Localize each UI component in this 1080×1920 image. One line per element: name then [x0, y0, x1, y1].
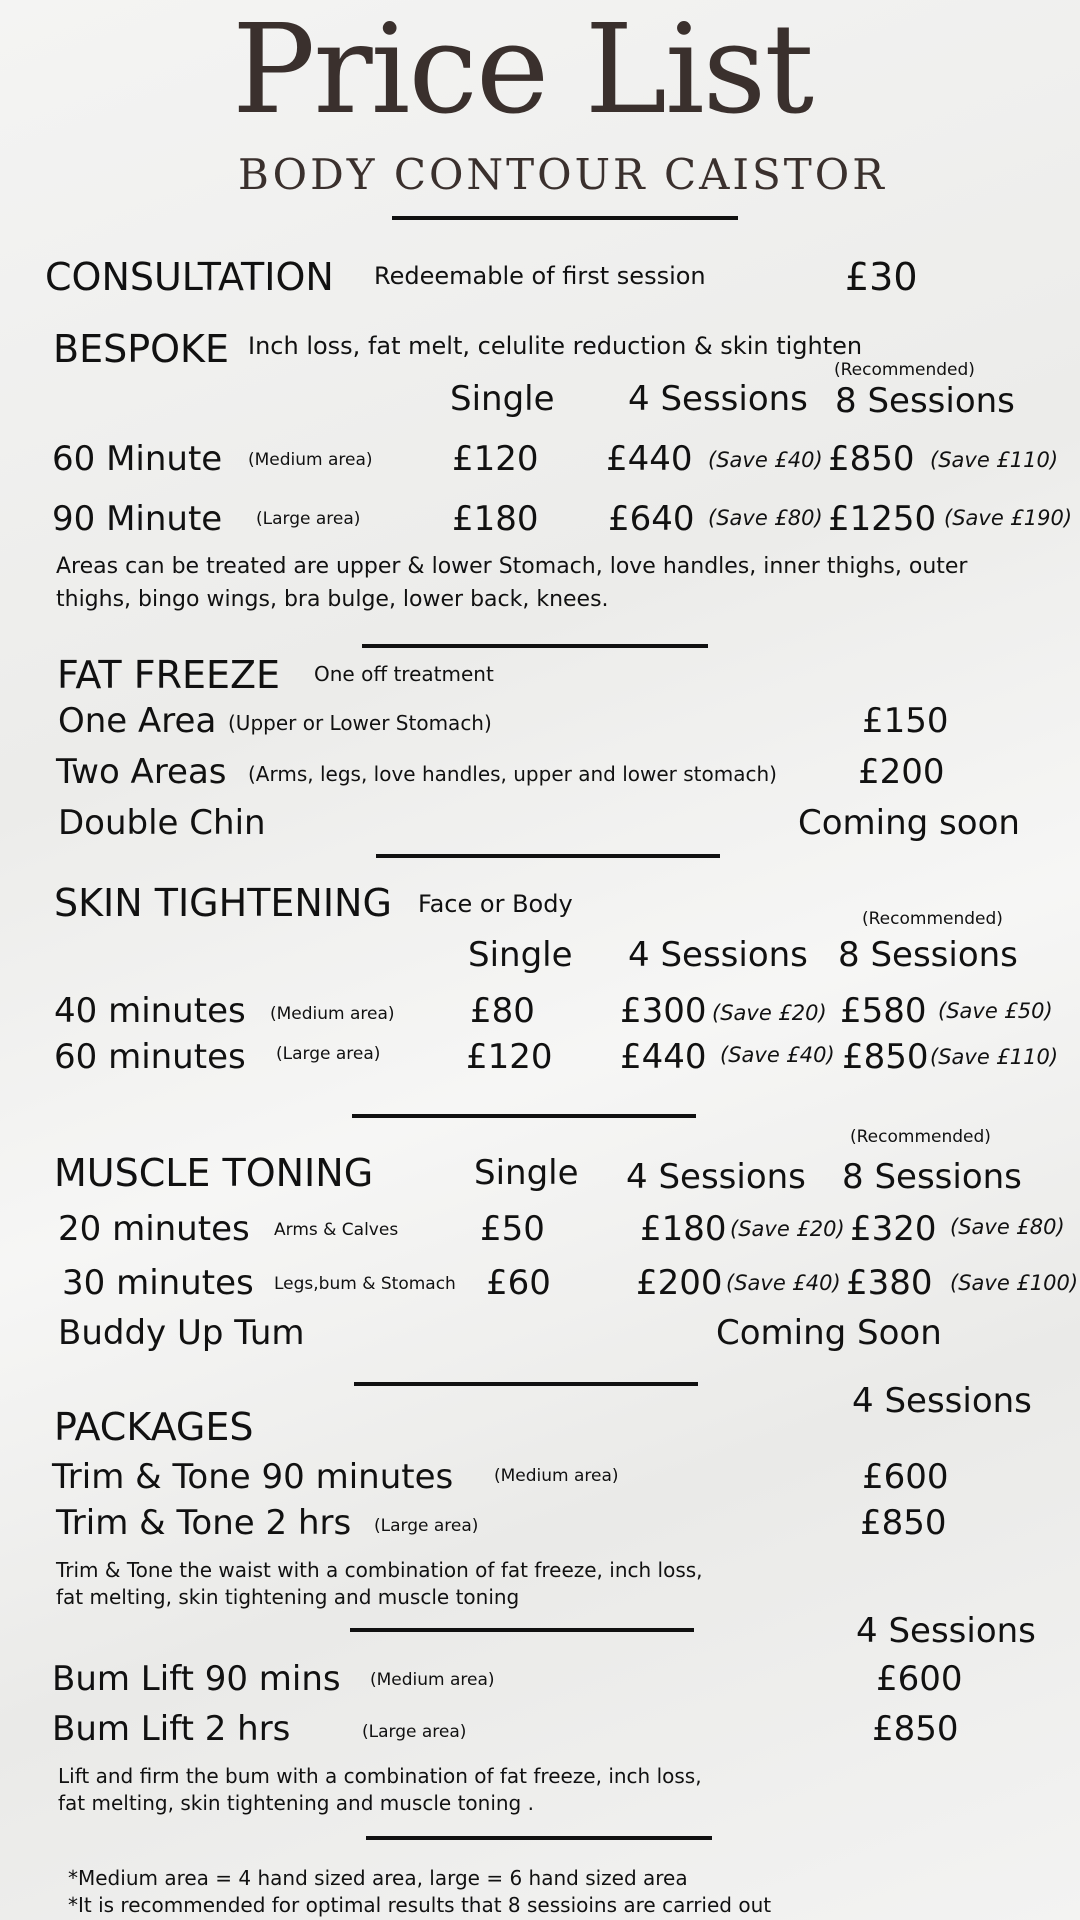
- bespoke-row-eight: £1250: [828, 499, 937, 539]
- skin-tightening-row-four-save: (Save £40): [720, 1043, 835, 1067]
- packages-title: PACKAGES: [54, 1405, 254, 1449]
- page-title: Price List: [232, 0, 813, 142]
- divider: [362, 644, 708, 648]
- consultation-desc: Redeemable of first session: [374, 262, 706, 290]
- divider: [354, 1382, 698, 1386]
- skin-tightening-col-4: 4 Sessions: [628, 935, 808, 975]
- packages-col-4: 4 Sessions: [856, 1611, 1036, 1651]
- bespoke-row-label: 90 Minute: [52, 499, 223, 539]
- bespoke-recommended: (Recommended): [834, 360, 975, 380]
- muscle-toning-row-eight: £320: [850, 1209, 937, 1249]
- packages-bum-note: fat melting, skin tightening and muscle toning .: [58, 1791, 534, 1815]
- bespoke-row-eight: £850: [828, 439, 915, 479]
- fat-freeze-title: FAT FREEZE: [57, 653, 281, 697]
- fat-freeze-row-label: Double Chin: [58, 803, 266, 843]
- packages-bum-area: (Large area): [362, 1722, 467, 1742]
- bespoke-row-eight-save: (Save £110): [930, 448, 1059, 472]
- skin-tightening-row-four: £440: [620, 1037, 707, 1077]
- muscle-toning-col-4: 4 Sessions: [626, 1157, 806, 1197]
- packages-trim-label: Trim & Tone 90 minutes: [52, 1457, 454, 1497]
- consultation-title: CONSULTATION: [45, 255, 334, 299]
- fat-freeze-row-area: (Upper or Lower Stomach): [228, 711, 492, 735]
- packages-trim-note: Trim & Tone the waist with a combination of fat freeze, inch loss,: [56, 1558, 703, 1582]
- bespoke-note: thighs, bingo wings, bra bulge, lower back, knees.: [56, 587, 609, 612]
- muscle-toning-col-8: 8 Sessions: [842, 1157, 1022, 1197]
- packages-trim-label: Trim & Tone 2 hrs: [56, 1503, 352, 1543]
- bespoke-row-label: 60 Minute: [52, 439, 223, 479]
- packages-bum-note: Lift and firm the bum with a combination of fat freeze, inch loss,: [58, 1764, 702, 1788]
- skin-tightening-col-8: 8 Sessions: [838, 935, 1018, 975]
- skin-tightening-row-eight-save: (Save £50): [938, 999, 1053, 1023]
- divider: [376, 854, 720, 858]
- muscle-toning-row-area: Legs,bum & Stomach: [274, 1274, 456, 1294]
- divider: [366, 1836, 712, 1840]
- muscle-toning-row-label: 20 minutes: [58, 1209, 250, 1249]
- fat-freeze-row-label: One Area: [58, 701, 217, 741]
- fat-freeze-row-price: £200: [858, 752, 945, 792]
- fat-freeze-row-price: £150: [862, 701, 949, 741]
- bespoke-col-single: Single: [450, 379, 555, 419]
- skin-tightening-row-area: (Medium area): [270, 1004, 395, 1024]
- fat-freeze-row-label: Two Areas: [56, 752, 227, 792]
- bespoke-row-single: £180: [452, 499, 539, 539]
- muscle-toning-row-label: 30 minutes: [62, 1263, 254, 1303]
- muscle-toning-title: MUSCLE TONING: [54, 1151, 374, 1195]
- muscle-toning-row-four: £200: [636, 1263, 723, 1303]
- footer-note: *Medium area = 4 hand sized area, large = 6 hand sized area: [68, 1866, 688, 1890]
- bespoke-row-eight-save: (Save £190): [944, 506, 1073, 530]
- skin-tightening-row-four: £300: [620, 991, 707, 1031]
- bespoke-title: BESPOKE: [53, 327, 229, 371]
- skin-tightening-row-label: 40 minutes: [54, 991, 246, 1031]
- muscle-toning-row-single: £60: [486, 1263, 551, 1303]
- muscle-toning-row-area: Arms & Calves: [274, 1220, 399, 1240]
- packages-trim-area: (Medium area): [494, 1466, 619, 1486]
- packages-trim-area: (Large area): [374, 1516, 479, 1536]
- bespoke-row-area: (Large area): [256, 509, 361, 529]
- packages-col-4: 4 Sessions: [852, 1381, 1032, 1421]
- muscle-toning-buddy-price: Coming Soon: [716, 1313, 942, 1353]
- muscle-toning-row-four-save: (Save £40): [726, 1271, 841, 1295]
- skin-tightening-row-eight-save: (Save £110): [930, 1045, 1059, 1069]
- muscle-toning-row-four: £180: [640, 1209, 727, 1249]
- fat-freeze-row-price: Coming soon: [798, 803, 1020, 843]
- muscle-toning-row-four-save: (Save £20): [730, 1217, 845, 1241]
- bespoke-row-area: (Medium area): [248, 450, 373, 470]
- skin-tightening-row-four-save: (Save £20): [712, 1001, 827, 1025]
- skin-tightening-title: SKIN TIGHTENING: [54, 881, 392, 925]
- bespoke-col-8: 8 Sessions: [835, 381, 1015, 421]
- bespoke-desc: Inch loss, fat melt, celulite reduction & skin tighten: [248, 332, 863, 360]
- page-subtitle: BODY CONTOUR CAISTOR: [238, 150, 887, 199]
- packages-trim-note: fat melting, skin tightening and muscle toning: [56, 1585, 520, 1609]
- bespoke-row-four-save: (Save £80): [708, 506, 823, 530]
- muscle-toning-row-eight: £380: [846, 1263, 933, 1303]
- packages-bum-label: Bum Lift 2 hrs: [52, 1709, 291, 1749]
- muscle-toning-row-eight-save: (Save £80): [950, 1215, 1065, 1239]
- packages-bum-label: Bum Lift 90 mins: [52, 1659, 341, 1699]
- bespoke-col-4: 4 Sessions: [628, 379, 808, 419]
- footer-note: *It is recommended for optimal results that 8 sessioins are carried out: [68, 1893, 772, 1917]
- muscle-toning-row-eight-save: (Save £100): [950, 1271, 1079, 1295]
- fat-freeze-desc: One off treatment: [314, 662, 494, 686]
- skin-tightening-row-single: £80: [470, 991, 535, 1031]
- muscle-toning-col-single: Single: [474, 1153, 579, 1193]
- packages-trim-price: £850: [860, 1503, 947, 1543]
- consultation-price: £30: [845, 255, 918, 299]
- bespoke-row-four: £440: [606, 439, 693, 479]
- bespoke-row-four: £640: [608, 499, 695, 539]
- bespoke-note: Areas can be treated are upper & lower Stomach, love handles, inner thighs, outer: [56, 554, 968, 579]
- skin-tightening-row-eight: £580: [840, 991, 927, 1031]
- skin-tightening-recommended: (Recommended): [862, 909, 1003, 929]
- skin-tightening-desc: Face or Body: [418, 890, 573, 918]
- skin-tightening-row-label: 60 minutes: [54, 1037, 246, 1077]
- divider: [392, 216, 738, 220]
- muscle-toning-recommended: (Recommended): [850, 1127, 991, 1147]
- packages-trim-price: £600: [862, 1457, 949, 1497]
- packages-bum-area: (Medium area): [370, 1670, 495, 1690]
- bespoke-row-four-save: (Save £40): [708, 448, 823, 472]
- skin-tightening-row-single: £120: [466, 1037, 553, 1077]
- packages-bum-price: £600: [876, 1659, 963, 1699]
- bespoke-row-single: £120: [452, 439, 539, 479]
- divider: [352, 1114, 696, 1118]
- divider: [350, 1628, 694, 1632]
- fat-freeze-row-area: (Arms, legs, love handles, upper and lower stomach): [248, 762, 777, 786]
- muscle-toning-row-single: £50: [480, 1209, 545, 1249]
- skin-tightening-col-single: Single: [468, 935, 573, 975]
- skin-tightening-row-eight: £850: [842, 1037, 929, 1077]
- packages-bum-price: £850: [872, 1709, 959, 1749]
- skin-tightening-row-area: (Large area): [276, 1044, 381, 1064]
- muscle-toning-buddy-label: Buddy Up Tum: [58, 1313, 305, 1353]
